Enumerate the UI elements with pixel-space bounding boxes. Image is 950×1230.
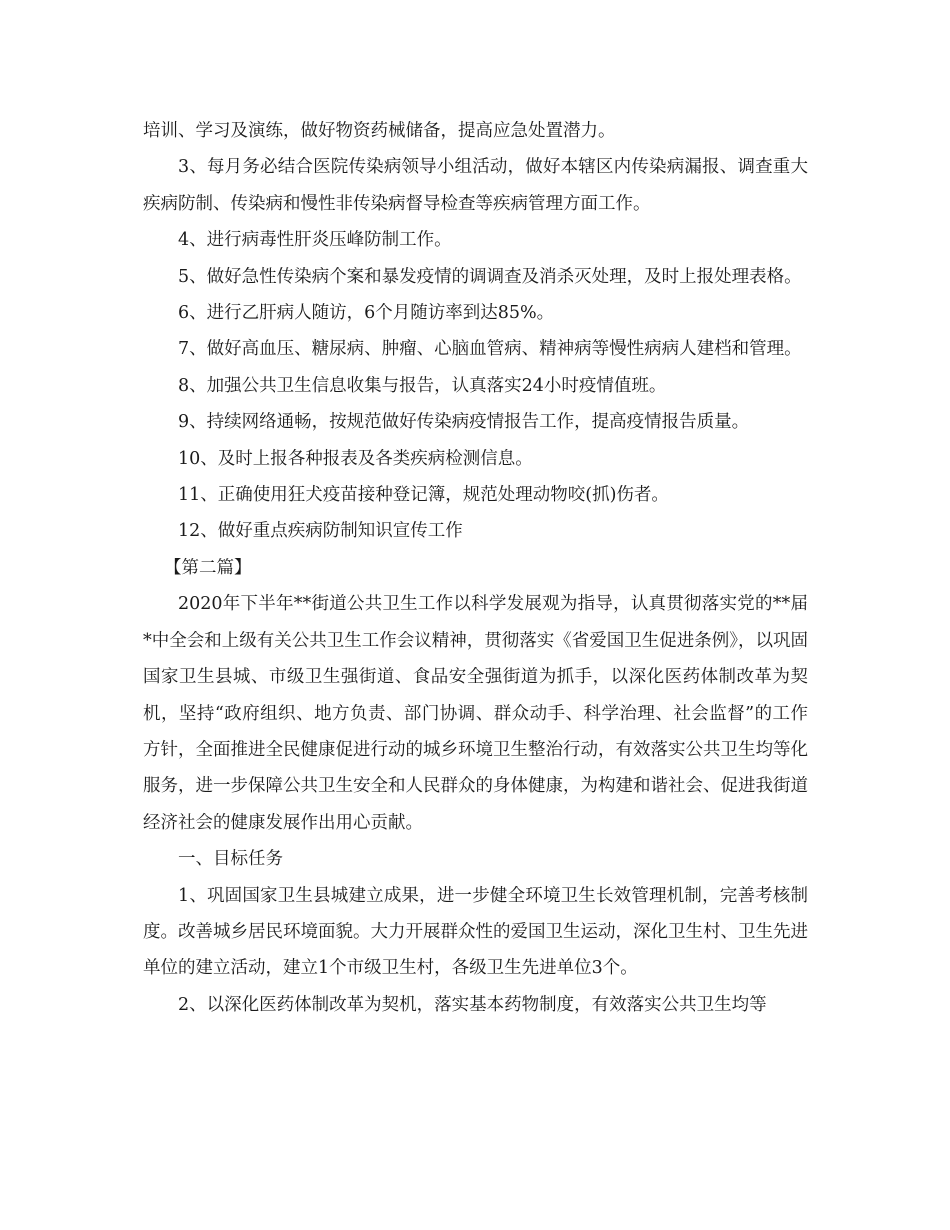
paragraph: 9、持续网络通畅，按规范做好传染病疫情报告工作，提高疫情报告质量。 <box>178 412 750 433</box>
paragraph: 5、做好急性传染病个案和暴发疫情的调调查及消杀灭处理，及时上报处理表格。 <box>178 266 802 287</box>
subsection-heading: 一、目标任务 <box>178 849 283 870</box>
paragraph: 6、进行乙肝病人随访，6个月随访率到达85%。 <box>178 303 555 324</box>
paragraph: 培训、学习及演练，做好物资药械储备，提高应急处置潜力。 <box>143 121 616 141</box>
paragraph: 3、每月务必结合医院传染病领导小组活动，做好本辖区内传染病漏报、调查重大疾病防制、传染病和慢性非传染病督导检查等疾病管理方面工作。 <box>143 157 808 214</box>
paragraph: 2、以深化医药体制改革为契机，落实基本药物制度，有效落实公共卫生均等 <box>178 994 767 1015</box>
paragraph: 12、做好重点疾病防制知识宣传工作 <box>178 521 463 542</box>
section-heading: 【第二篇】 <box>164 557 252 578</box>
paragraph: 11、正确使用狂犬疫苗接种登记簿，规范处理动物咬(抓)伤者。 <box>178 485 669 506</box>
paragraph: 1、巩固国家卫生县城建立成果，进一步健全环境卫生长效管理机制，完善考核制度。改善城乡居民环境面貌。大力开展群众性的爱国卫生运动，深化卫生村、卫生先进单位的建立活动，建立1个市级卫生村，各级卫生先进单位3个。 <box>143 885 808 979</box>
paragraph: 4、进行病毒性肝炎压峰防制工作。 <box>178 230 452 251</box>
paragraph: 2020年下半年**街道公共卫生工作以科学发展观为指导，认真贯彻落实党的**届*中全会和上级有关公共卫生工作会议精神，贯彻落实《省爱国卫生促进条例》，以巩固国家卫生县城、市级卫生强街道、食品安全强街道为抓手，以深化医药体制改革为契机，坚持“政府组织、地方负责、部门协调、群众动手、科学治理、社会监督”的工作方针，全面推进全民健康促进行动的城乡环境卫生整治行动，有效落实公共卫生均等化服务，进一步保障公共卫生安全和人民群众的身体健康，为构建和谐社会、促进我街道经济社会的健康发展作出用心贡献。 <box>143 594 808 833</box>
paragraph: 10、及时上报各种报表及各类疾病检测信息。 <box>178 448 533 469</box>
paragraph: 7、做好高血压、糖尿病、肿瘤、心脑血管病、精神病等慢性病病人建档和管理。 <box>178 339 802 360</box>
paragraph: 8、加强公共卫生信息收集与报告，认真落实24小时疫情值班。 <box>178 375 667 396</box>
document-body <box>143 113 808 1023</box>
